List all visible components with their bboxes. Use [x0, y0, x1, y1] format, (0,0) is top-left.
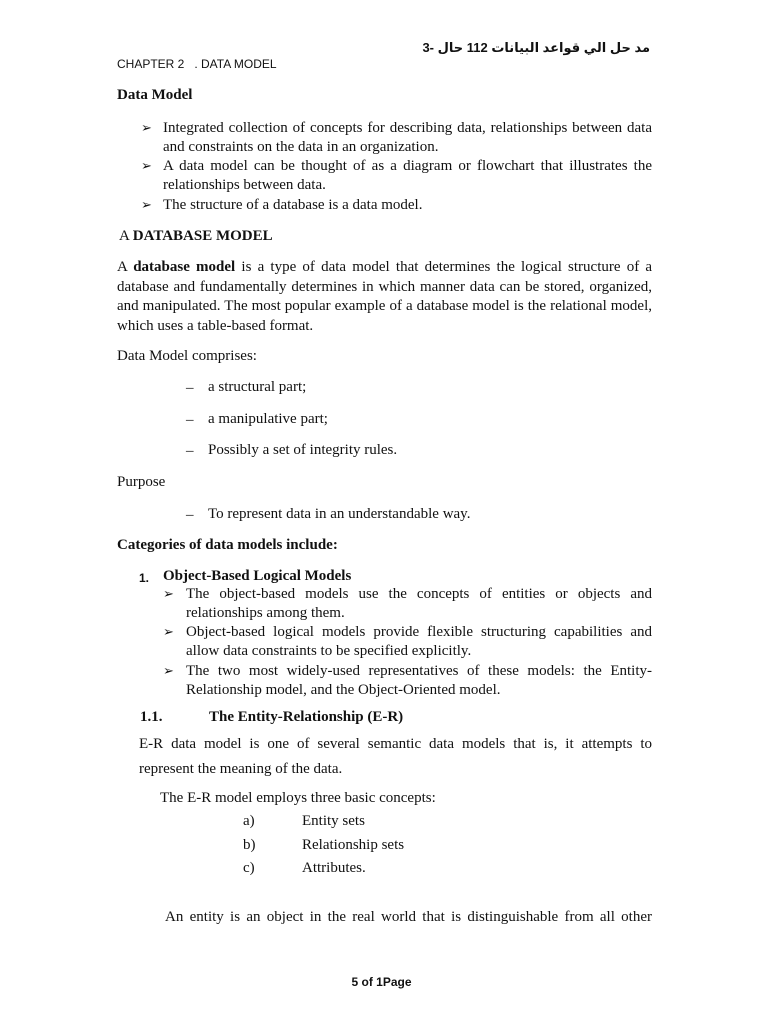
dash-bullet: –: [186, 443, 194, 459]
heading-data-model: Data Model: [117, 87, 193, 103]
bullet-text: The object-based models use the concepts of entities or objects and relationships among them.: [186, 586, 652, 621]
concept-letter: c): [243, 860, 255, 876]
dash-bullet: –: [186, 507, 194, 523]
arrow-bullet-icon: ➢: [163, 625, 174, 640]
concept-letter: b): [243, 837, 256, 853]
er-paragraph: E-R data model is one of several semantic data models that is, it attempts to represent the meaning of the data.: [139, 736, 652, 777]
arrow-bullet-icon: ➢: [141, 159, 152, 174]
purpose-item: To represent data in an understandable way.: [208, 506, 471, 522]
para-bold-term: database model: [133, 259, 236, 275]
heading-prefix: A: [119, 228, 130, 244]
comprises-label: Data Model comprises:: [117, 348, 257, 364]
bullet-text: The two most widely-used representatives of these models: the Entity-Relationship model, and the Object-Oriented model.: [186, 663, 652, 698]
heading-database-model: [119, 228, 273, 245]
bullet-text: Object-based logical models provide flexible structuring capabilities and allow data constraints to be specified explicitly.: [186, 624, 652, 659]
concept-text: Attributes.: [302, 860, 366, 876]
chapter-header: CHAPTER 2 . DATA MODEL: [117, 57, 277, 71]
comprises-item: a manipulative part;: [208, 411, 328, 427]
sub-number: 1.1.: [140, 709, 163, 725]
database-model-paragraph: [117, 258, 652, 336]
dash-bullet: –: [186, 412, 194, 428]
comprises-item: a structural part;: [208, 379, 307, 395]
arrow-bullet-icon: ➢: [141, 121, 152, 136]
dash-bullet: –: [186, 380, 194, 396]
heading-bold: DATABASE MODEL: [132, 228, 273, 244]
purpose-label: Purpose: [117, 474, 166, 490]
concept-letter: a): [243, 813, 255, 829]
bullet-text: The structure of a database is a data model.: [163, 197, 423, 213]
para-rest: is a type of data model that determines the logical structure of a database and fundamentally determines in which manner data can be stored, organized, and manipulated. The most popular example of a database model is the relational model, which uses a table-based format.: [117, 259, 653, 334]
arrow-bullet-icon: ➢: [163, 587, 174, 602]
concept-text: Relationship sets: [302, 837, 405, 853]
arabic-header: مد حل الي قواعد البيانات 112 حال -3: [422, 40, 650, 55]
entity-paragraph: An entity is an object in the real world that is distinguishable from all other: [165, 909, 652, 925]
list-title-object-based: Object-Based Logical Models: [163, 568, 352, 584]
concept-text: Entity sets: [302, 813, 365, 829]
bullet-text: Integrated collection of concepts for describing data, relationships between data and constraints on the data in an organization.: [163, 120, 652, 155]
bullet-text: A data model can be thought of as a diagram or flowchart that illustrates the relationships between data.: [163, 158, 652, 193]
page-number: 5 of 1Page: [351, 975, 412, 989]
para-start: A: [117, 259, 128, 275]
comprises-item: Possibly a set of integrity rules.: [208, 442, 398, 458]
heading-categories: Categories of data models include:: [117, 537, 338, 553]
concepts-intro: The E-R model employs three basic concepts:: [160, 790, 436, 806]
sub-title-er: The Entity-Relationship (E-R): [209, 709, 404, 725]
list-number: 1.: [139, 571, 150, 585]
arrow-bullet-icon: ➢: [163, 664, 174, 679]
arrow-bullet-icon: ➢: [141, 198, 152, 213]
